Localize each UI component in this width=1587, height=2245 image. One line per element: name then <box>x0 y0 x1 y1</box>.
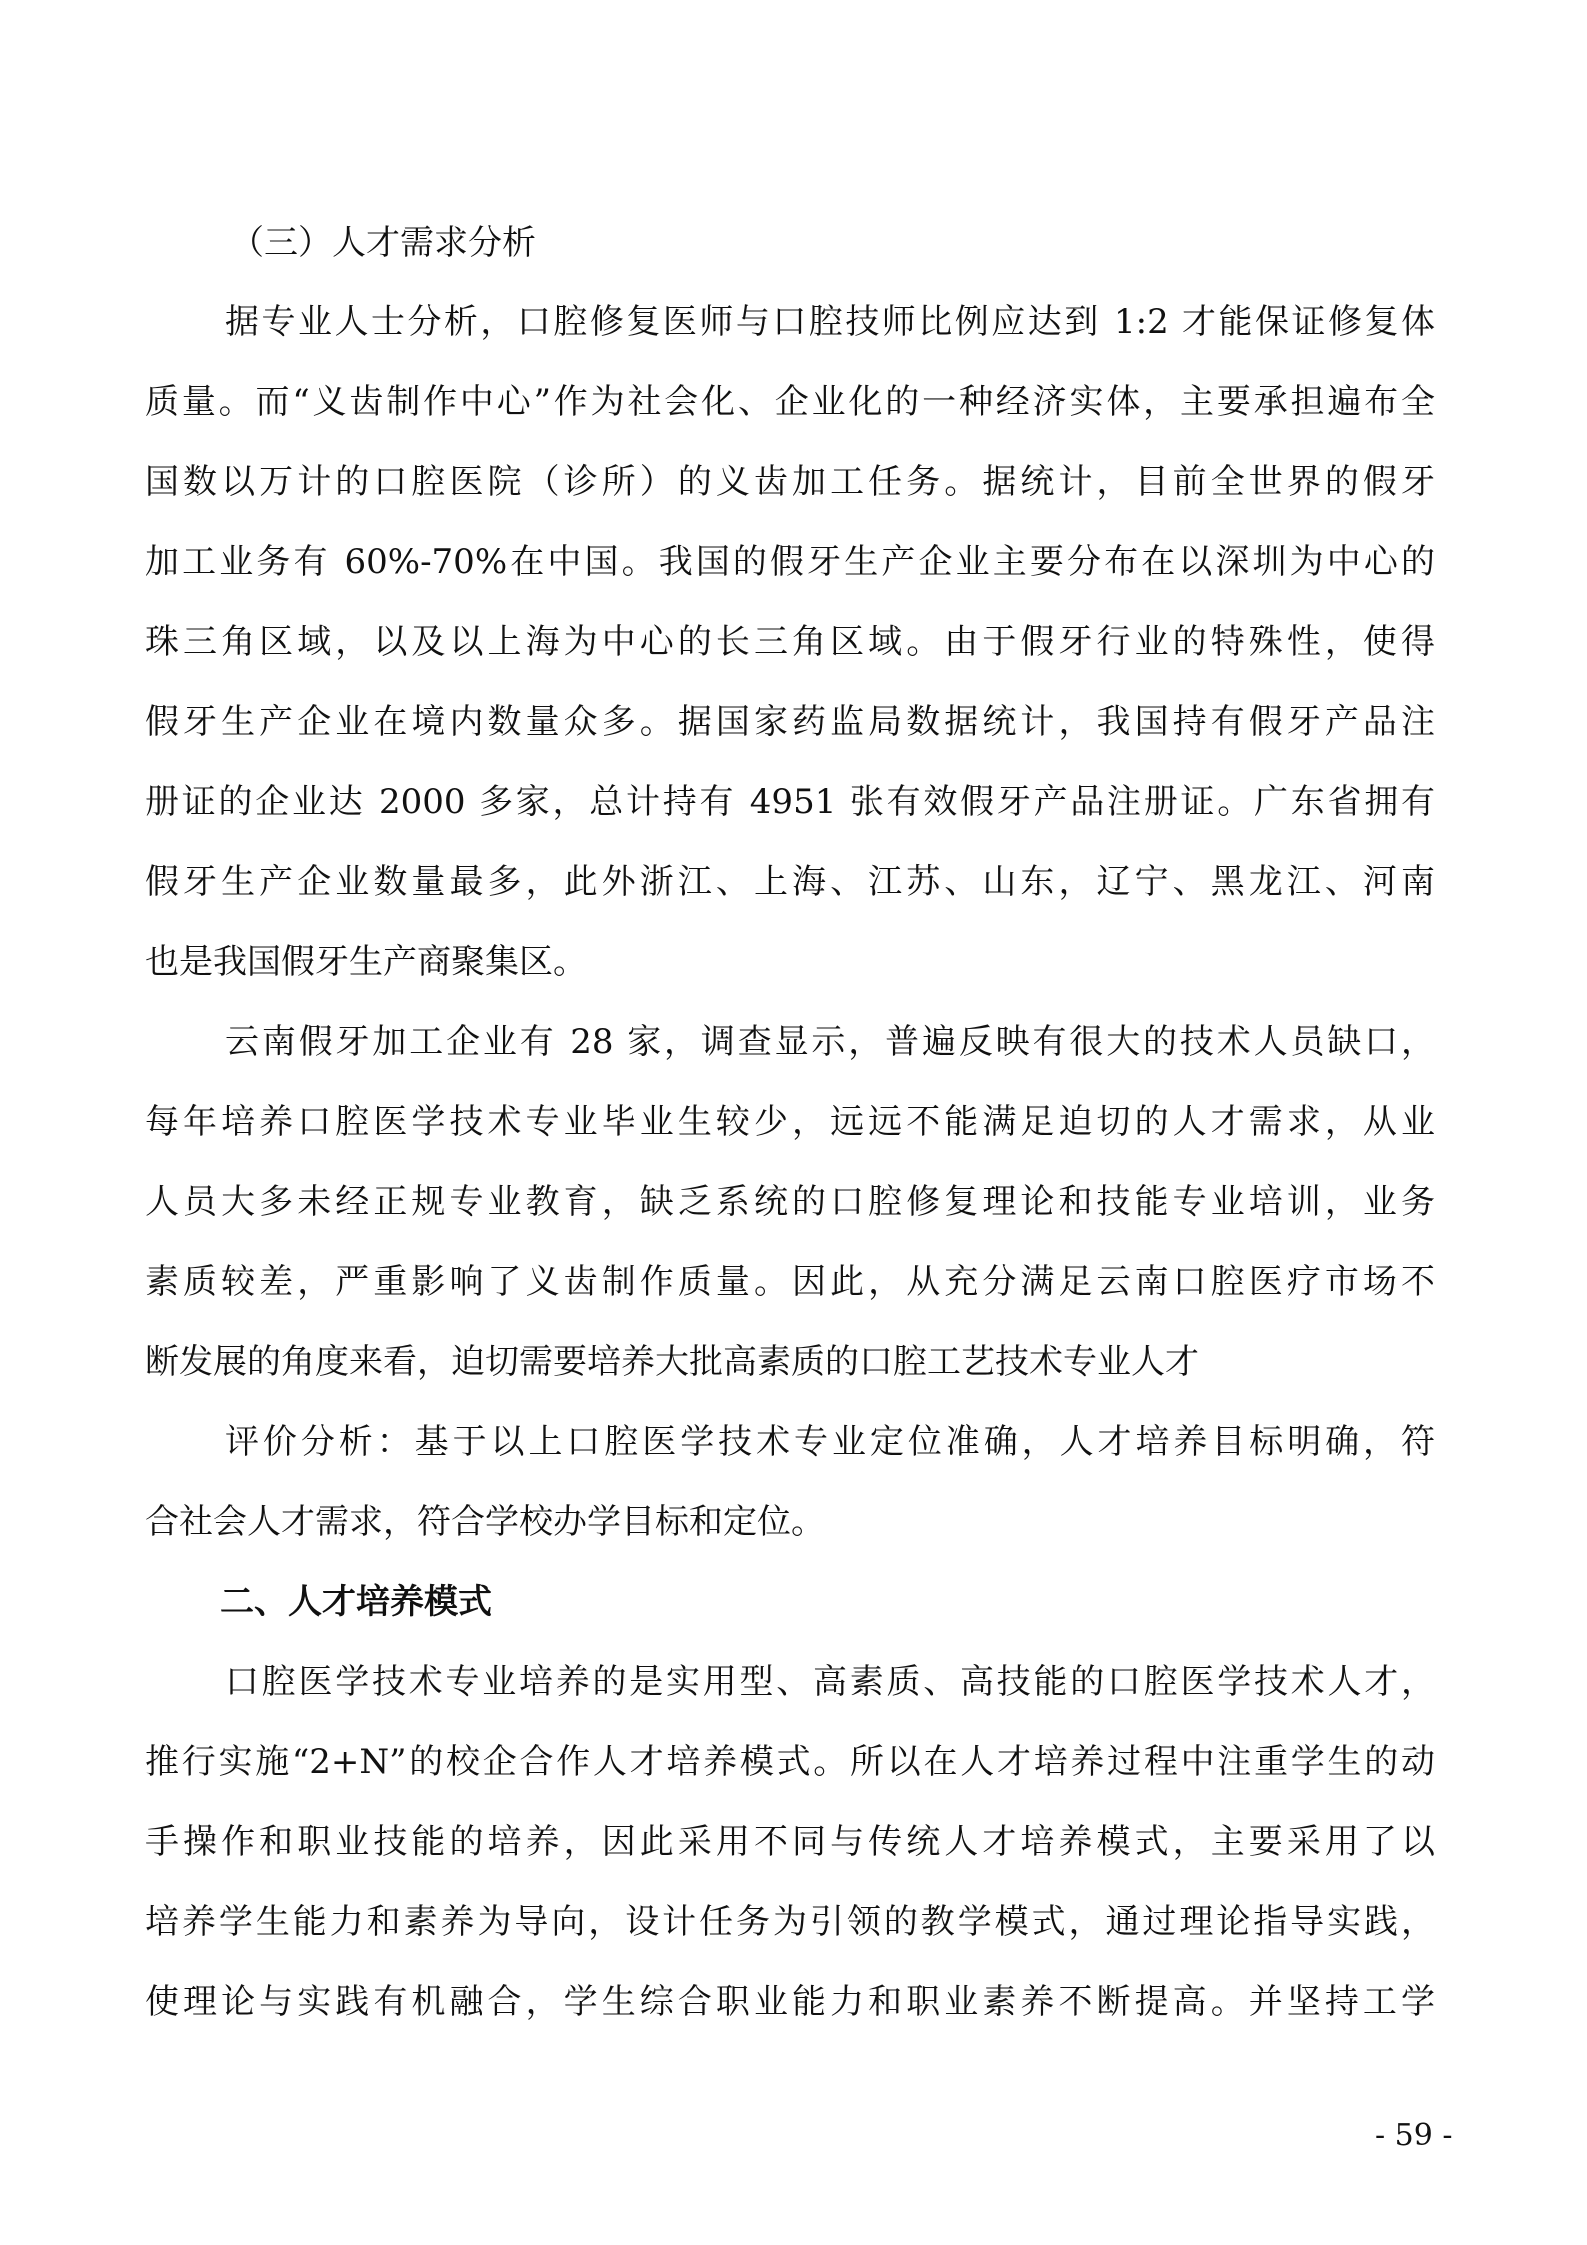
paragraph-line: 珠三角区域，以及以上海为中心的长三角区域。由于假牙行业的特殊性，使得 <box>145 622 1435 662</box>
paragraph-line: 手操作和职业技能的培养，因此采用不同与传统人才培养模式，主要采用了以 <box>145 1822 1435 1862</box>
paragraph-line: 培养学生能力和素养为导向，设计任务为引领的教学模式，通过理论指导实践， <box>145 1902 1435 1942</box>
paragraph-line: 推行实施“2+N”的校企合作人才培养模式。所以在人才培养过程中注重学生的动 <box>145 1742 1435 1782</box>
paragraph-line: 使理论与实践有机融合，学生综合职业能力和职业素养不断提高。并坚持工学 <box>145 1982 1435 2022</box>
paragraph-line: 口腔医学技术专业培养的是实用型、高素质、高技能的口腔医学技术人才， <box>225 1662 1435 1702</box>
paragraph-line: 素质较差，严重影响了义齿制作质量。因此，从充分满足云南口腔医疗市场不 <box>145 1262 1435 1302</box>
paragraph-line: 国数以万计的口腔医院（诊所）的义齿加工任务。据统计，目前全世界的假牙 <box>145 462 1435 502</box>
paragraph-line: 据专业人士分析，口腔修复医师与口腔技师比例应达到 1:2 才能保证修复体 <box>225 302 1435 342</box>
paragraph-line: 断发展的角度来看，迫切需要培养大批高素质的口腔工艺技术专业人才 <box>145 1342 1199 1382</box>
paragraph-line: 假牙生产企业在境内数量众多。据国家药监局数据统计，我国持有假牙产品注 <box>145 702 1435 742</box>
paragraph-line: 册证的企业达 2000 多家，总计持有 4951 张有效假牙产品注册证。广东省拥有 <box>145 782 1435 822</box>
paragraph-line: 加工业务有 60%-70%在中国。我国的假牙生产企业主要分布在以深圳为中心的 <box>145 542 1435 582</box>
paragraph-line: 云南假牙加工企业有 28 家，调查显示，普遍反映有很大的技术人员缺口， <box>225 1022 1435 1062</box>
paragraph-line: 质量。而“义齿制作中心”作为社会化、企业化的一种经济实体，主要承担遍布全 <box>145 382 1435 422</box>
paragraph-line: 假牙生产企业数量最多，此外浙江、上海、江苏、山东，辽宁、黑龙江、河南 <box>145 862 1435 902</box>
section-heading: （三）人才需求分析 <box>230 223 536 263</box>
paragraph-line: 合社会人才需求，符合学校办学目标和定位。 <box>145 1502 825 1542</box>
chapter-heading: 二、人才培养模式 <box>220 1582 492 1622</box>
paragraph-line: 每年培养口腔医学技术专业毕业生较少，远远不能满足迫切的人才需求，从业 <box>145 1102 1435 1142</box>
paragraph-line: 也是我国假牙生产商聚集区。 <box>145 942 587 982</box>
paragraph-line: 人员大多未经正规专业教育，缺乏系统的口腔修复理论和技能专业培训，业务 <box>145 1182 1435 1222</box>
page-number: - 59 - <box>1375 2118 1453 2153</box>
paragraph-line: 评价分析：基于以上口腔医学技术专业定位准确，人才培养目标明确，符 <box>225 1422 1435 1462</box>
